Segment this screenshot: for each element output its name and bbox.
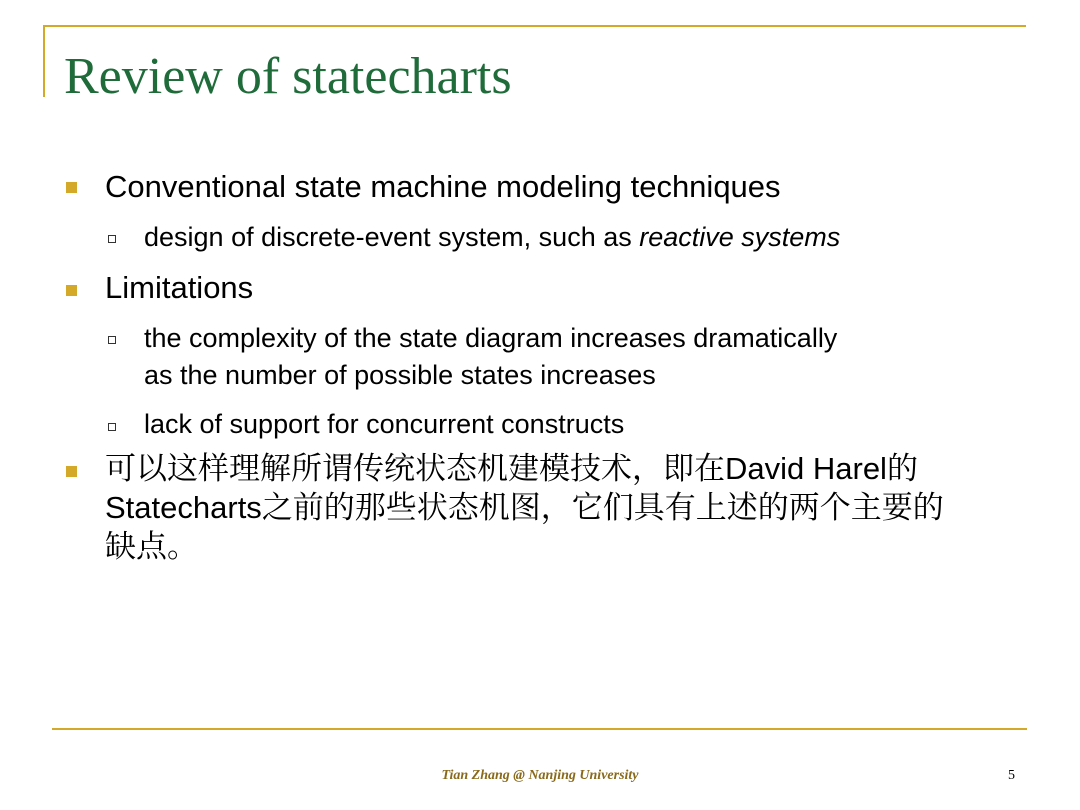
square-bullet-icon <box>66 466 77 477</box>
hollow-square-bullet-icon <box>108 235 116 243</box>
bullet-chinese-line1 <box>105 451 918 487</box>
footer-divider <box>52 728 1027 730</box>
bullet-chinese-line3: 缺点。 <box>105 529 198 565</box>
hollow-square-bullet-icon <box>108 423 116 431</box>
bullet-conventional-techniques: Conventional state machine modeling techniques <box>105 169 781 204</box>
sub-bullet-complexity-line2: as the number of possible states increases <box>144 360 656 390</box>
slide-title: Review of statecharts <box>64 48 512 105</box>
chinese-text: 之前的那些状态机图，它们具有上述的两个主要的 <box>261 490 944 526</box>
bullet-limitations: Limitations <box>105 270 254 305</box>
statecharts-text: Statecharts <box>105 490 262 525</box>
page-number: 5 <box>1008 768 1015 783</box>
chinese-text: 可以这样理解所谓传统状态机建模技术，即在 <box>105 451 725 487</box>
hollow-square-bullet-icon <box>108 336 116 344</box>
square-bullet-icon <box>66 285 77 296</box>
david-harel-text: David Harel <box>725 451 887 486</box>
footer-author: Tian Zhang @ Nanjing University <box>441 768 639 783</box>
sub-bullet-concurrency: lack of support for concurrent constructs <box>144 409 625 439</box>
sub-bullet-discrete-event <box>144 221 840 254</box>
sub-bullet-complexity-line1: the complexity of the state diagram increases dramatically <box>144 323 838 353</box>
chinese-text: 的 <box>886 451 918 487</box>
reactive-systems-emphasis: reactive systems <box>639 222 841 252</box>
square-bullet-icon <box>66 182 77 193</box>
sub-bullet-discrete-event-text: design of discrete-event system, such as <box>144 222 640 252</box>
bullet-chinese-line2 <box>105 490 944 526</box>
